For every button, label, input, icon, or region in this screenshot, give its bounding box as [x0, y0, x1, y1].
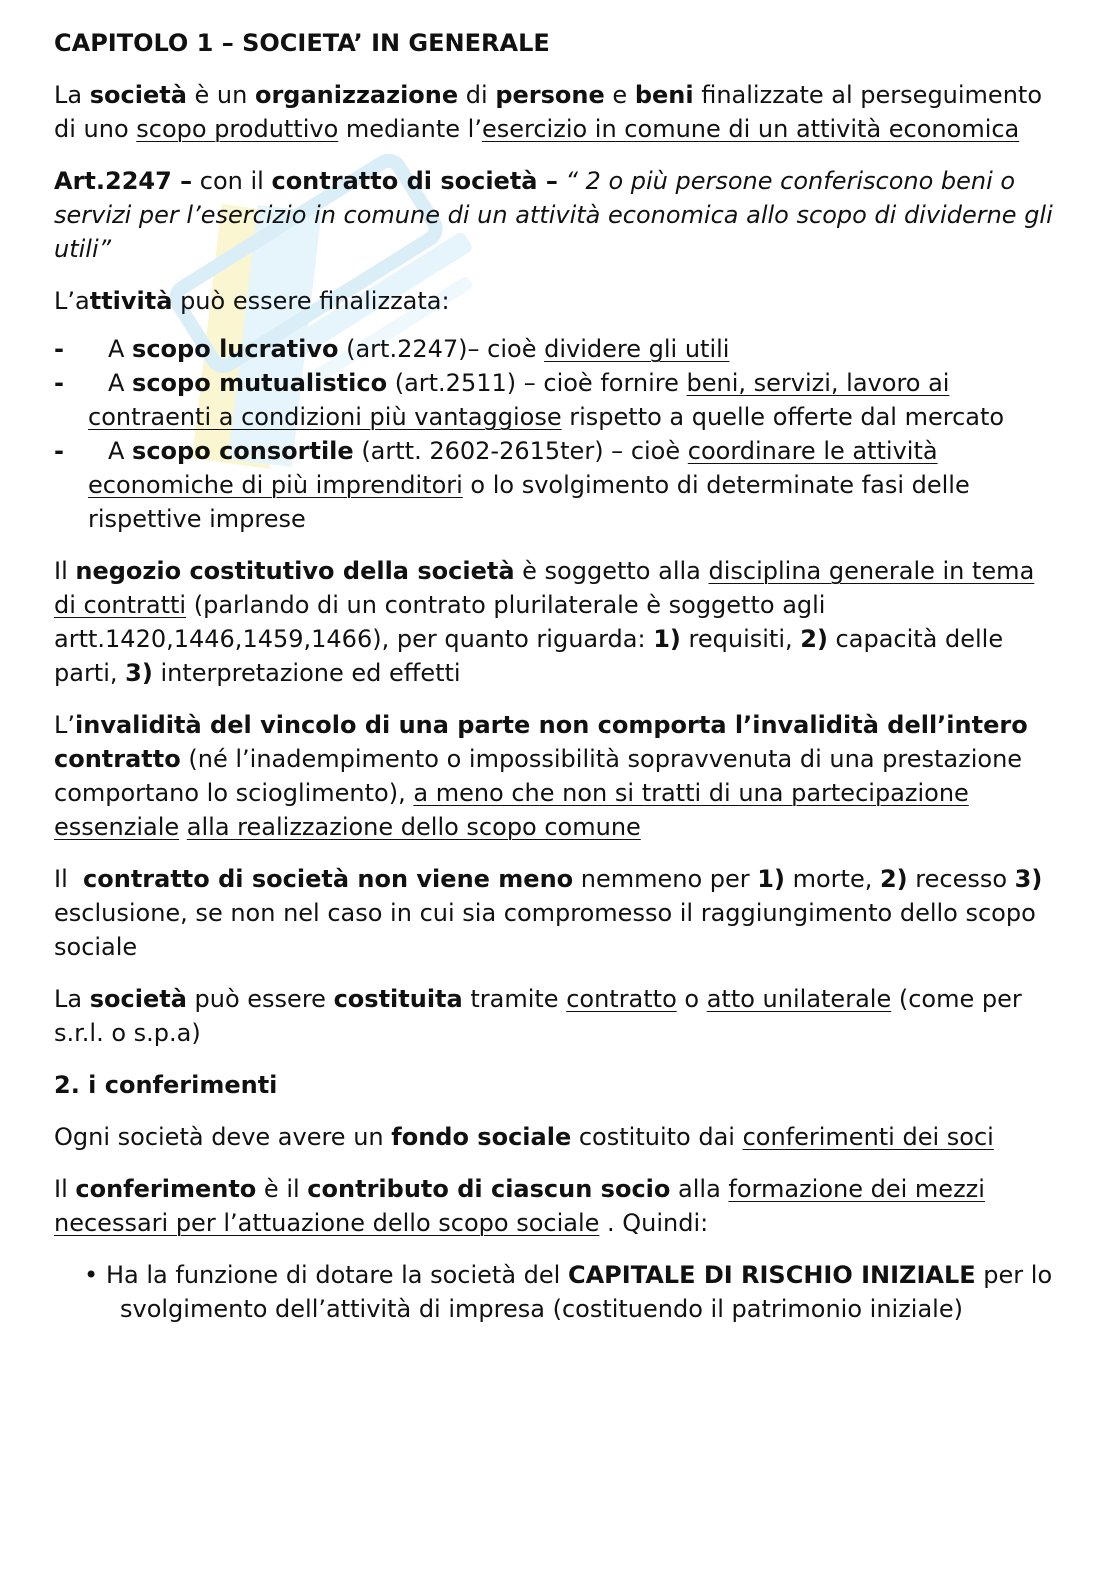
contribution-paragraph: Il conferimento è il contributo di ciascun socio alla formazione dei mezzi necessari per l’attuazione dello scopo sociale . Quindi:	[54, 1175, 985, 1237]
social-fund-paragraph: Ogni società deve avere un fondo sociale costituito dai conferimenti dei soci	[54, 1123, 994, 1151]
constitutive-deal-paragraph: Il negozio costitutivo della società è soggetto alla disciplina generale in tema di contratti (parlando di un contrato plurilaterale è soggetto agli artt.1420,1446,1459,1466), per quanto riguarda: 1) requisiti, 2) capacità delle parti, 3) interpretazione ed effetti	[54, 557, 1035, 687]
list-item: - A scopo consortile (artt. 2602-2615ter) – cioè coordinare le attività economiche di più imprenditori o lo svolgimento di determinate fasi delle rispettive imprese	[54, 437, 970, 533]
list-item: - A scopo lucrativo (art.2247)– cioè dividere gli utili	[54, 335, 730, 363]
definition-paragraph: La società è un organizzazione di persone e beni finalizzate al perseguimento di uno scopo produttivo mediante l’esercizio in comune di un attività economica	[54, 81, 1043, 143]
list-item: • Ha la funzione di dotare la società del CAPITALE DI RISCHIO INIZIALE per lo svolgimento dell’attività di impresa (costituendo il patrimonio iniziale)	[84, 1261, 1053, 1323]
section-heading: 2. i conferimenti	[54, 1071, 278, 1099]
constitution-paragraph: La società può essere costituita tramite contratto o atto unilaterale (come per s.r.l. o s.p.a)	[54, 985, 1022, 1047]
purpose-list	[54, 332, 1054, 536]
contract-continuity-paragraph: Il contratto di società non viene meno nemmeno per 1) morte, 2) recesso 3) esclusione, se non nel caso in cui sia compromesso il raggiungimento dello scopo sociale	[54, 865, 1043, 961]
contribution-bullet-list	[54, 1258, 1054, 1326]
invalidity-paragraph: L’invalidità del vincolo di una parte non comporta l’invalidità dell’intero contratto (né l’inadempimento o impossibilità sopravvenuta di una prestazione comportano lo scioglimento), a meno che non si tratti di una partecipazione essenziale alla realizzazione dello scopo comune	[54, 711, 1028, 841]
chapter-heading: CAPITOLO 1 – SOCIETA’ IN GENERALE	[54, 29, 550, 57]
article-2247-paragraph: Art.2247 – con il contratto di società – “ 2 o più persone conferiscono beni o servizi per l’esercizio in comune di un attività economica allo scopo di dividerne gli utili”	[54, 167, 1053, 263]
activity-intro-paragraph: L’attività può essere finalizzata:	[54, 287, 450, 315]
document-page	[54, 26, 1054, 1326]
list-item: - A scopo mutualistico (art.2511) – cioè fornire beni, servizi, lavoro ai contraenti a condizioni più vantaggiose rispetto a quelle offerte dal mercato	[54, 369, 1005, 431]
